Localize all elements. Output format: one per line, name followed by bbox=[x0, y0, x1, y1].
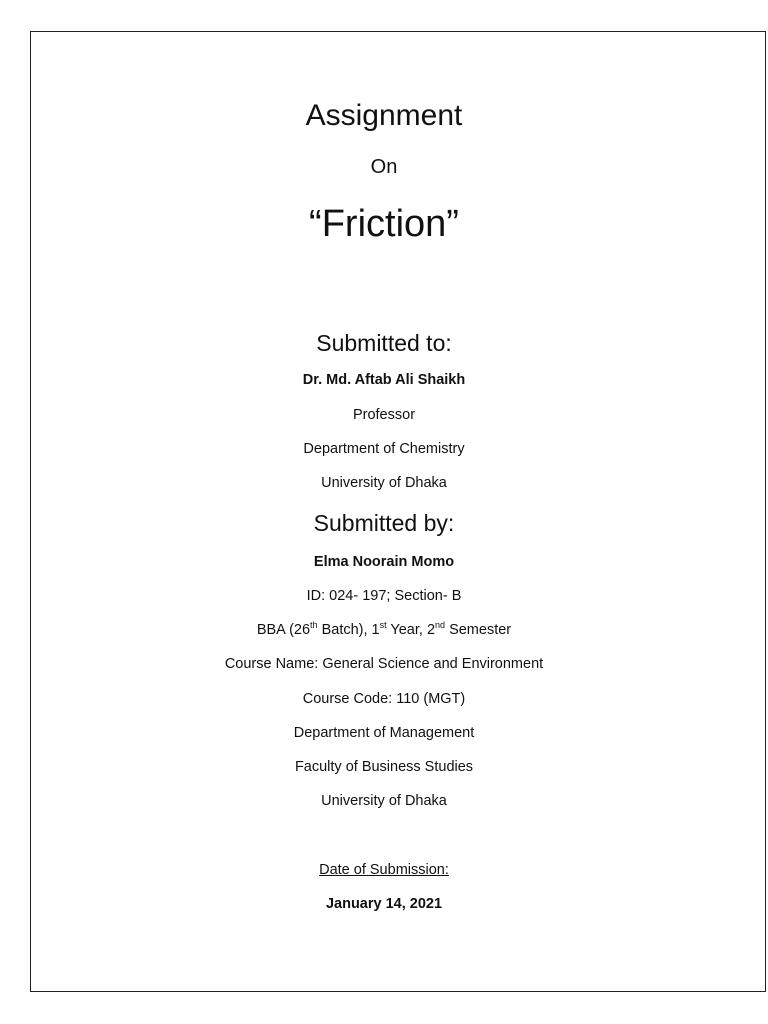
student-id-section: ID: 024- 197; Section- B bbox=[306, 588, 462, 604]
course-code: Course Code: 110 (MGT) bbox=[302, 691, 466, 707]
submitted-by-heading: Submitted by: bbox=[313, 510, 455, 536]
course-name: Course Name: General Science and Environment bbox=[224, 656, 544, 672]
student-university: University of Dhaka bbox=[321, 793, 447, 809]
student-program bbox=[0, 620, 768, 638]
submission-date: January 14, 2021 bbox=[325, 896, 443, 912]
program-part-2: Batch), 1 bbox=[317, 622, 380, 638]
student-name: Elma Noorain Momo bbox=[313, 554, 455, 570]
program-sup-3: nd bbox=[435, 620, 446, 631]
recipient-department: Department of Chemistry bbox=[303, 441, 465, 457]
program-part-1: BBA (26 bbox=[256, 622, 311, 638]
submitted-to-heading: Submitted to: bbox=[316, 330, 452, 356]
program-sup-1: th bbox=[310, 620, 318, 631]
recipient-university: University of Dhaka bbox=[321, 475, 447, 491]
student-department: Department of Management bbox=[293, 725, 475, 741]
submission-date-label: Date of Submission: bbox=[319, 862, 449, 878]
assignment-topic: “Friction” bbox=[309, 203, 459, 245]
program-part-4: Semester bbox=[445, 622, 512, 638]
recipient-designation: Professor bbox=[352, 407, 416, 423]
document-title: Assignment bbox=[305, 99, 463, 132]
recipient-name: Dr. Md. Aftab Ali Shaikh bbox=[302, 372, 466, 388]
on-label: On bbox=[370, 156, 398, 178]
program-sup-2: st bbox=[379, 620, 387, 631]
student-faculty: Faculty of Business Studies bbox=[294, 759, 474, 775]
program-part-3: Year, 2 bbox=[386, 622, 436, 638]
